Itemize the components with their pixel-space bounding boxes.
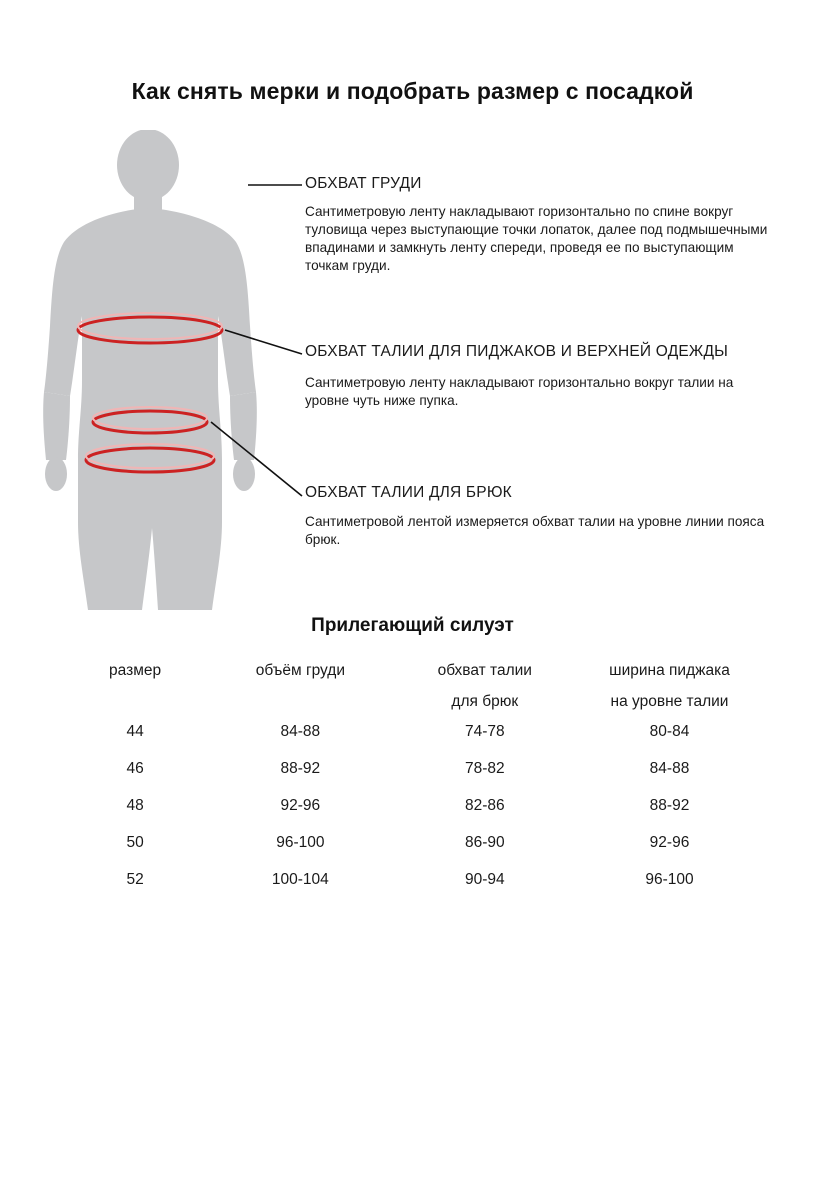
cell-waist: 78-82 [464,760,505,777]
cell-size: 50 [126,834,144,851]
table-row [62,824,762,861]
cell-waist: 86-90 [464,834,505,851]
callout-description-waist-trousers: Сантиметровой лентой измеряется обхват талии на уровне линии пояса брюк. [305,514,765,548]
cell-waist: 90-94 [464,871,505,888]
cell-jacket: 84-88 [649,760,690,777]
table-header-chest [208,660,392,713]
callout-description-waist-jacket: Сантиметровую ленту накладывают горизонтально вокруг талии на уровне чуть ниже пупка. [305,375,734,409]
table-caption: Прилегающий силуэт [311,615,514,636]
callout-heading-waist-jacket: ОБХВАТ ТАЛИИ ДЛЯ ПИДЖАКОВ И ВЕРХНЕЙ ОДЕЖДЫ [305,343,729,360]
cell-chest: 92-96 [280,797,321,814]
callout-heading-waist-trousers: ОБХВАТ ТАЛИИ ДЛЯ БРЮК [305,484,512,501]
callout-description-chest: Сантиметровую ленту накладывают горизонтально по спине вокруг туловища через выступающие точки лопаток, далее под подмышечными впадинами и замкнуть ленту спереди, проведя ее по выступающим точкам груди. [305,204,768,274]
table-row [62,861,762,898]
callout-heading-chest: ОБХВАТ ГРУДИ [305,175,422,192]
table-header-jacket-main: ширина пиджака [609,662,730,679]
table-header-jacket [577,660,762,713]
table-row [62,713,762,750]
cell-waist: 82-86 [464,797,505,814]
leader-lines [30,130,330,620]
cell-chest: 100-104 [271,871,329,888]
cell-size: 46 [126,760,144,777]
size-table [62,660,762,898]
cell-waist: 74-78 [464,723,505,740]
table-header-jacket-sub: на уровне талии [610,693,729,710]
table-row [62,750,762,787]
table-header-waist [393,660,577,713]
body-diagram [30,130,300,610]
table-header-row [62,660,762,713]
table-row [62,787,762,824]
table-header-waist-main: обхват талии [437,662,532,679]
cell-jacket: 88-92 [649,797,690,814]
cell-size: 48 [126,797,144,814]
page-title: Как снять мерки и подобрать размер с посадкой [131,78,694,104]
cell-chest: 84-88 [280,723,321,740]
cell-jacket: 96-100 [645,871,694,888]
cell-jacket: 92-96 [649,834,690,851]
cell-jacket: 80-84 [649,723,690,740]
table-header-waist-sub: для брюк [451,693,519,710]
cell-chest: 96-100 [276,834,325,851]
table-header-size-main: размер [109,662,162,679]
cell-size: 44 [126,723,144,740]
table-header-size [62,660,208,713]
cell-chest: 88-92 [280,760,321,777]
cell-size: 52 [126,871,144,888]
table-header-chest-main: объём груди [255,662,345,679]
